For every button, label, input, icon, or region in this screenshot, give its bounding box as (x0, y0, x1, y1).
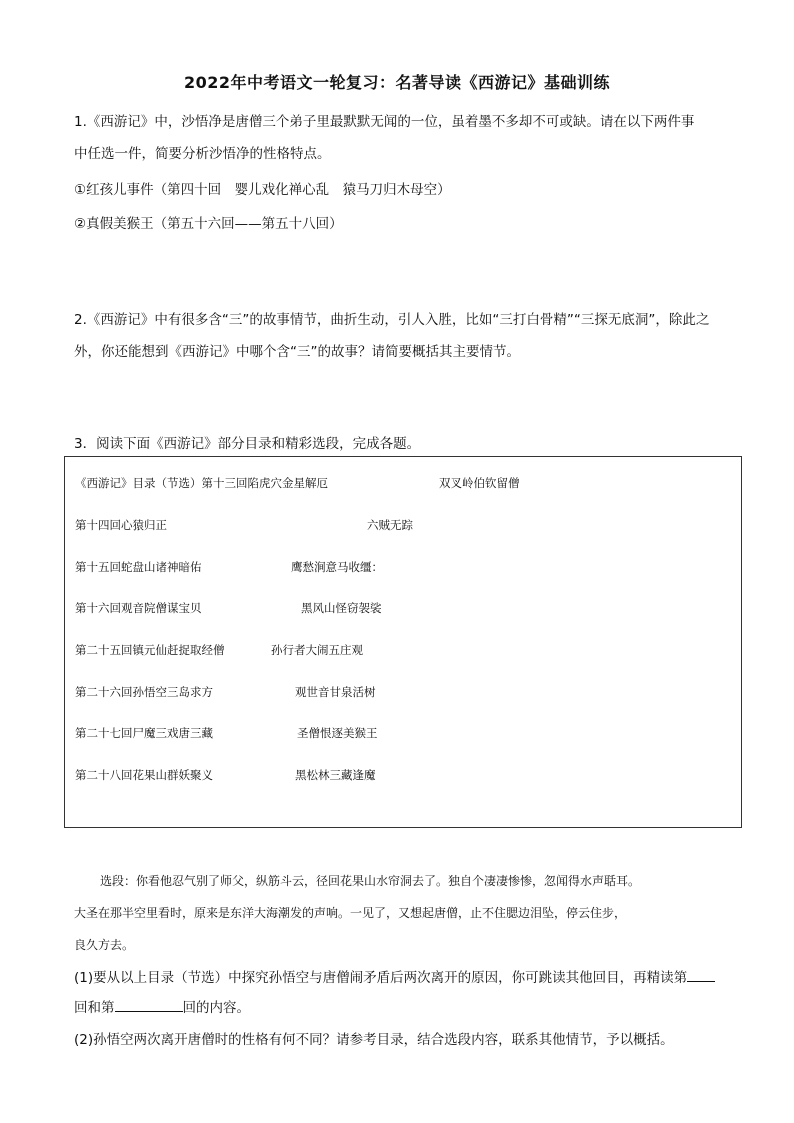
toc-right: 圣僧恨逐美猴王 (297, 726, 378, 740)
toc-left: 第二十七回尸魔三戏唐三藏 (75, 726, 213, 740)
toc-left: 第十五回蛇盘山诸神暗佑 (75, 560, 202, 574)
toc-left: 第二十八回花果山群妖聚义 (75, 768, 213, 782)
toc-right: 观世音甘泉活树 (295, 685, 376, 699)
question-2-line-2: 外，你还能想到《西游记》中哪个含“三”的故事？请简要概括其主要情节。 (74, 344, 520, 360)
sub-question-2: (2)孙悟空两次离开唐僧时的性格有何不同？请参考目录，结合选段内容，联系其他情节，予以概括。 (74, 1032, 674, 1048)
toc-box (64, 456, 742, 828)
answer-blank-1[interactable] (687, 967, 715, 982)
toc-right: 鹰愁涧意马收缰： (291, 560, 383, 574)
excerpt-line-1: 选段：你看他忍气别了师父，纵筋斗云，径回花果山水帘洞去了。独自个凄凄惨惨，忽闻得水声聒耳。 (100, 874, 641, 888)
excerpt-line-2: 大圣在那半空里看时，原来是东洋大海潮发的声响。一见了，又想起唐僧，止不住腮边泪坠，停云住步， (74, 906, 627, 920)
sub-question-1-text: (1)要从以上目录（节选）中探究孙悟空与唐僧闹矛盾后两次离开的原因，你可跳读其他回目，再精读第 (74, 970, 688, 986)
excerpt-line-3: 良久方去。 (74, 938, 135, 952)
question-3-intro: 3．阅读下面《西游记》部分目录和精彩选段，完成各题。 (74, 436, 421, 452)
toc-right: 六贼无踪 (367, 518, 413, 532)
sub-question-1-line-2 (74, 996, 250, 1016)
toc-left: 第二十六回孙悟空三岛求方 (75, 685, 213, 699)
question-2-line-1: 2.《西游记》中有很多含“三”的故事情节，曲折生动，引人入胜，比如“三打白骨精”“三探无底洞”，除此之 (74, 312, 710, 328)
question-1-line-2: 中任选一件，简要分析沙悟净的性格特点。 (74, 146, 331, 162)
toc-left: 第二十五回镇元仙赶捉取经僧 (75, 643, 225, 657)
toc-left: 第十四回心猿归正 (75, 518, 167, 532)
toc-right: 双叉岭伯钦留僧 (439, 476, 520, 490)
question-1-option-1: ①红孩儿事件（第四十回 婴儿戏化禅心乱 猿马刀归木母空） (74, 182, 451, 198)
toc-left: 第十六回观音院僧谋宝贝 (75, 601, 202, 615)
answer-blank-2[interactable] (115, 997, 183, 1012)
sub-question-1-text-2: 回和第 (74, 1000, 115, 1016)
toc-right: 黑风山怪窃袈裟 (301, 601, 382, 615)
toc-right: 黑松林三藏逢魔 (295, 768, 376, 782)
question-1-line-1: 1.《西游记》中，沙悟净是唐僧三个弟子里最默默无闻的一位，虽着墨不多却不可或缺。请在以下两件事 (74, 114, 695, 130)
question-1-option-2: ②真假美猴王（第五十六回——第五十八回） (74, 216, 343, 232)
toc-left: 《西游记》目录（节选）第十三回陷虎穴金星解厄 (75, 476, 328, 490)
page-title: 2022年中考语文一轮复习：名著导读《西游记》基础训练 (183, 73, 611, 92)
sub-question-1-text-3: 回的内容。 (182, 1000, 250, 1016)
sub-question-1-line-1 (74, 966, 715, 986)
toc-right: 孙行者大闹五庄观 (271, 643, 363, 657)
